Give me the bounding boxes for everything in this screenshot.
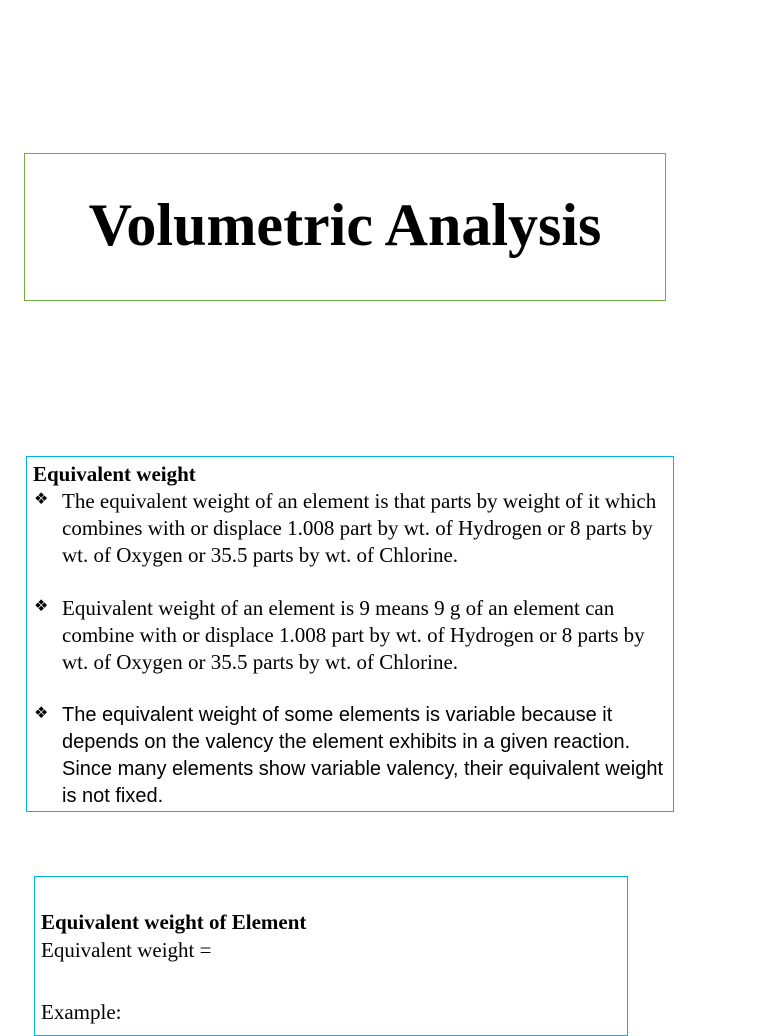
bullet-text: Equivalent weight of an element is 9 means 9 g of an element can combine with or displace 1.008 part by wt. of Hydrogen or 8 parts by wt. of Oxygen or 35.5 parts by wt. of Chlorine. <box>62 596 645 674</box>
equivalent-weight-box <box>26 456 674 812</box>
bullet-item <box>33 702 667 810</box>
bullet-item <box>33 488 667 569</box>
bullet-text: The equivalent weight of an element is that parts by weight of it which combines with or displace 1.008 part by wt. of Hydrogen or 8 parts by wt. of Oxygen or 35.5 parts by wt. of Chlorine. <box>62 489 657 567</box>
page-title: Volumetric Analysis <box>88 192 602 258</box>
formula-label: Equivalent weight = <box>41 938 212 962</box>
bullet-text: The equivalent weight of some elements is variable because it depends on the valency the element exhibits in a given reaction. Since many elements show variable valency, their equivalent weight is not fixed. <box>62 704 664 807</box>
title-box <box>24 153 666 301</box>
equivalent-weight-heading: Equivalent weight <box>33 462 196 486</box>
example-label: Example: <box>41 1000 122 1024</box>
bullet-item <box>33 595 667 676</box>
diamond-bullet-icon: ❖ <box>34 596 49 615</box>
element-equivalent-box <box>34 876 628 1036</box>
diamond-bullet-icon: ❖ <box>34 489 49 508</box>
element-heading: Equivalent weight of Element <box>41 910 307 934</box>
diamond-bullet-icon: ❖ <box>34 703 49 722</box>
